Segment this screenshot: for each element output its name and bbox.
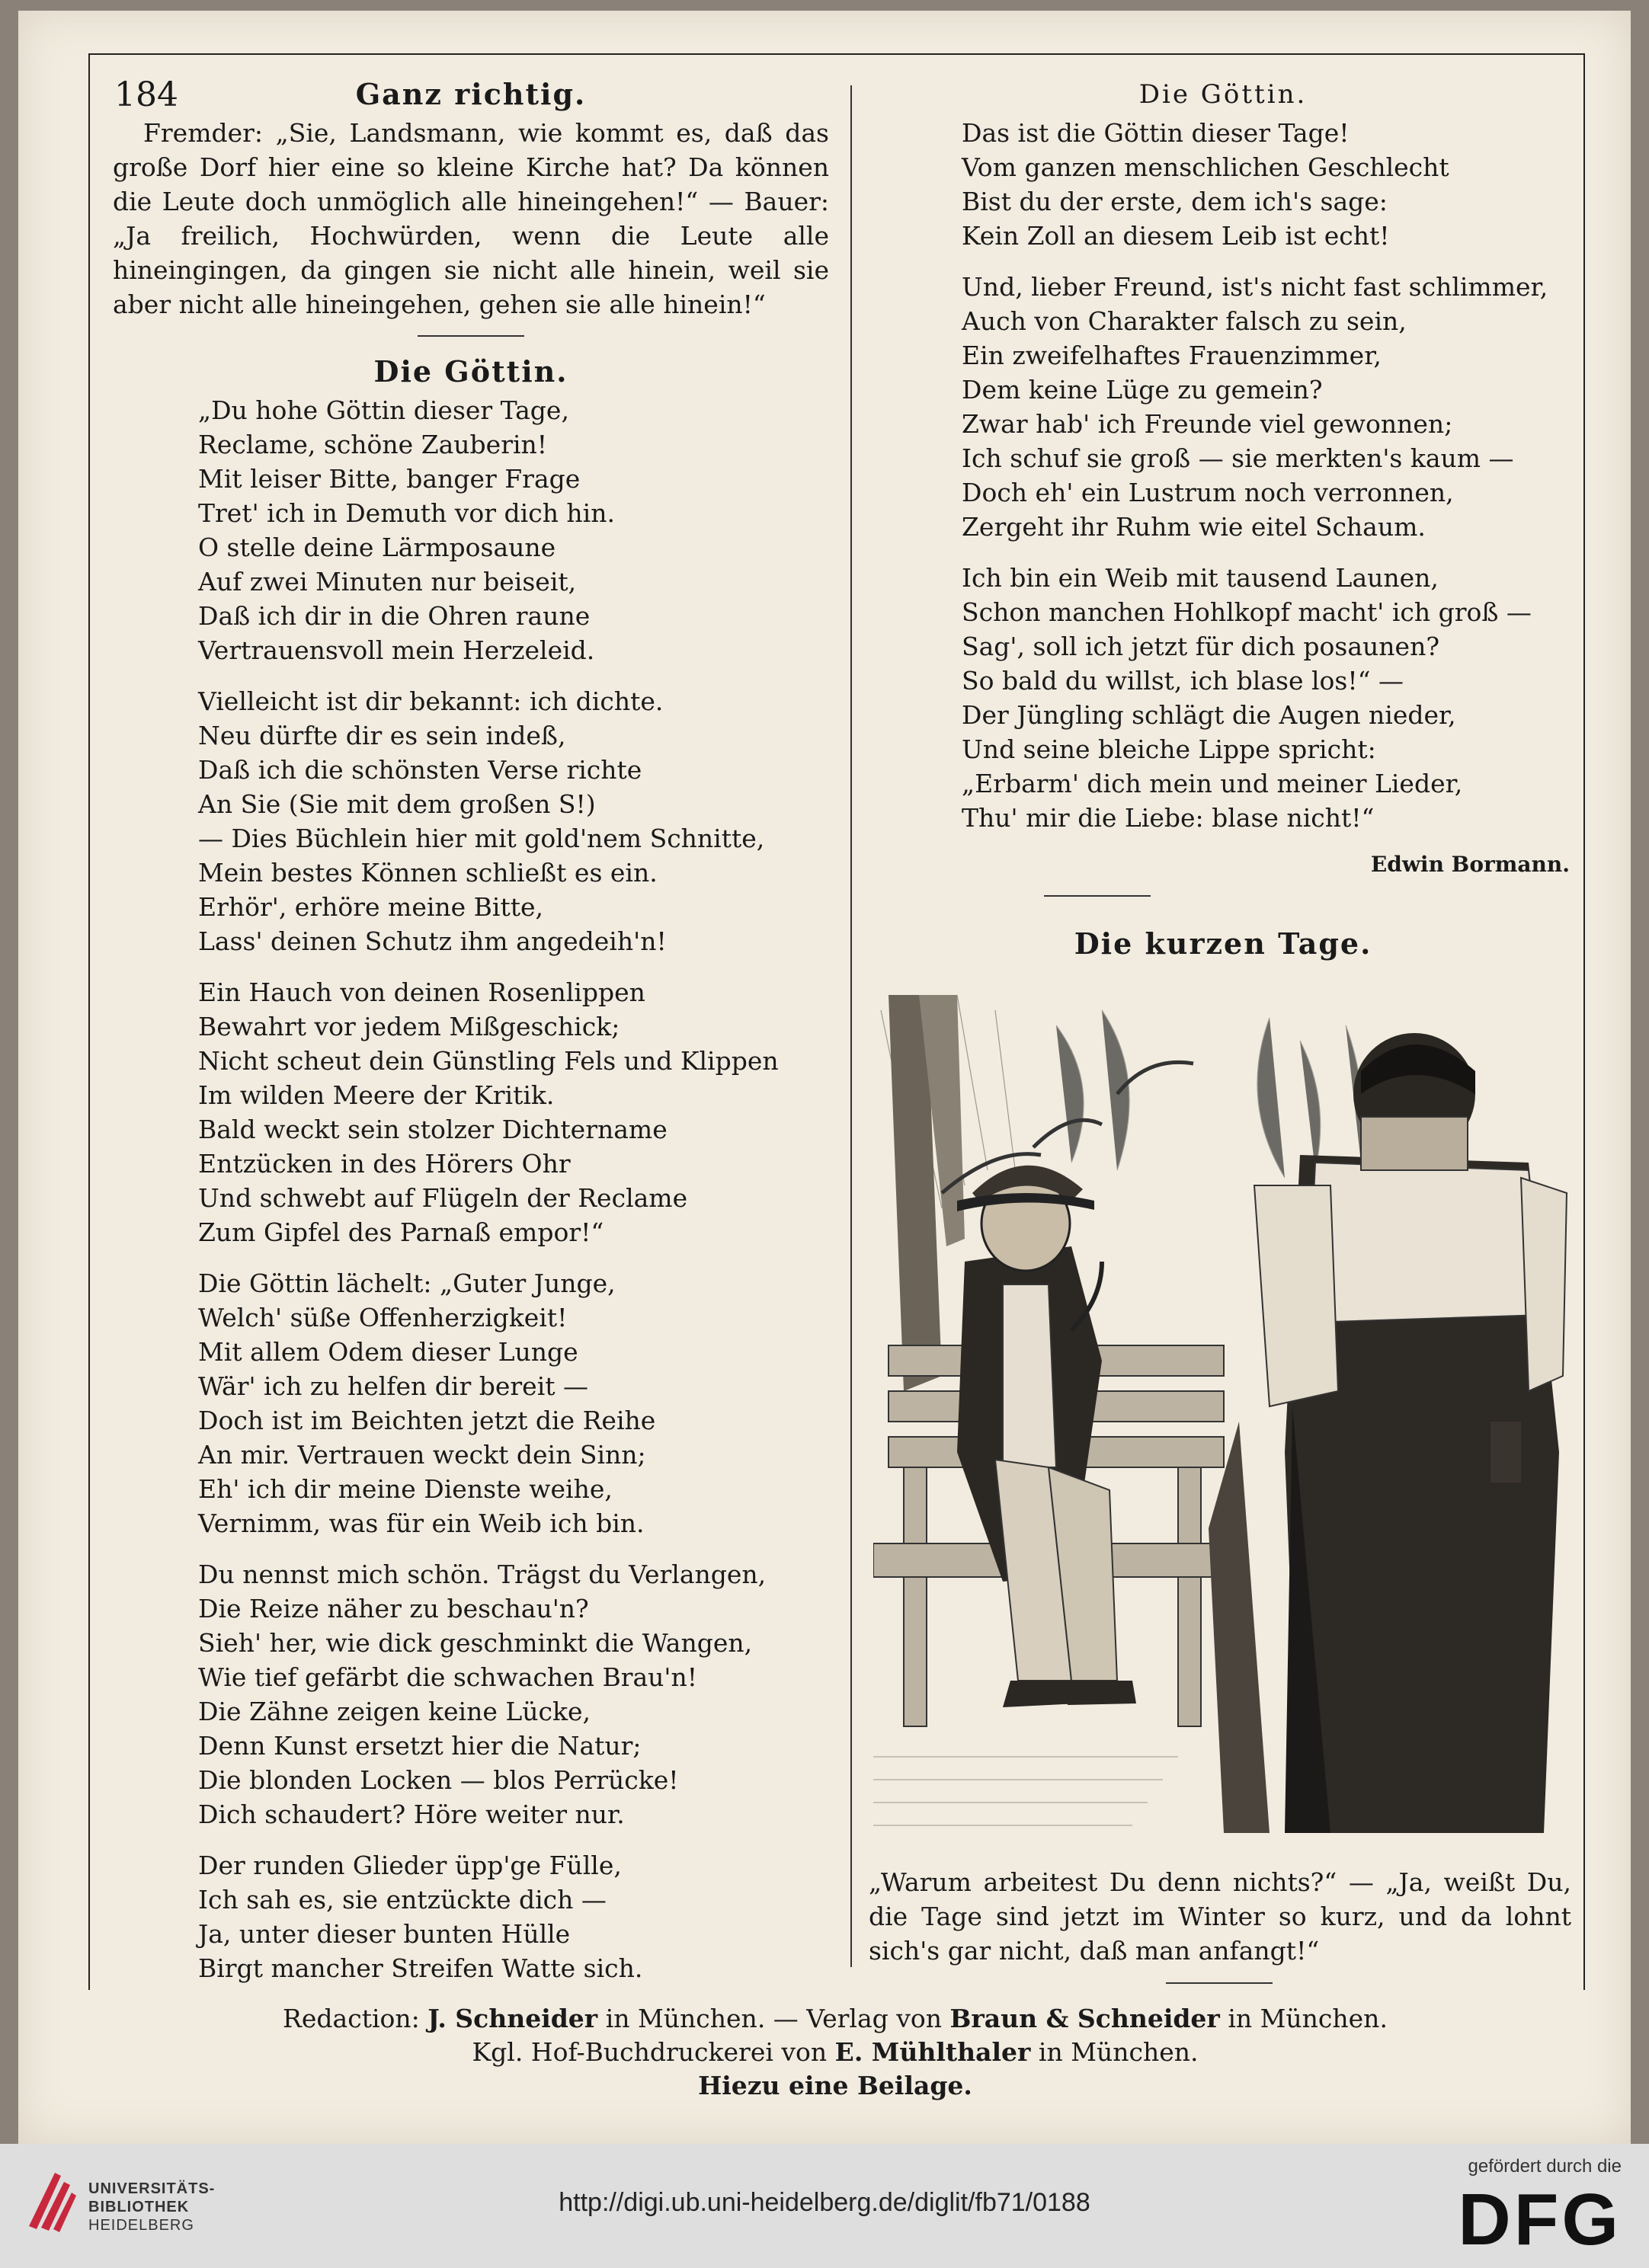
poem-line: Die Göttin lächelt: „Guter Junge, bbox=[198, 1268, 616, 1298]
poem-line: Erhör', erhöre meine Bitte, bbox=[198, 892, 544, 922]
poem-line: O stelle deine Lärmposaune bbox=[198, 533, 556, 562]
poem-line: Auch von Charakter falsch zu sein, bbox=[962, 306, 1407, 336]
title-ganz-richtig: Ganz richtig. bbox=[355, 77, 587, 111]
poem-line: Bald weckt sein stolzer Dichtername bbox=[198, 1115, 668, 1144]
permalink-url[interactable]: http://digi.ub.uni-heidelberg.de/diglit/fb71/0188 bbox=[559, 2188, 1090, 2217]
right-column bbox=[869, 73, 1577, 965]
poem-line: Denn Kunst ersetzt hier die Natur; bbox=[198, 1731, 642, 1761]
poem-stanza bbox=[113, 1848, 829, 1985]
poem-stanza bbox=[869, 561, 1577, 835]
digitization-bar bbox=[0, 2144, 1649, 2268]
poem-line: Dem keine Lüge zu gemein? bbox=[962, 375, 1323, 405]
poem-line: Kein Zoll an diesem Leib ist echt! bbox=[962, 221, 1390, 251]
poem-line: — Dies Büchlein hier mit gold'nem Schnitte, bbox=[198, 824, 765, 853]
anecdote-text: Fremder: „Sie, Landsmann, wie kommt es, daß das große Dorf hier eine so kleine Kirche hat? Da können die Leute doch unmöglich alle hineingehen!“ — Bauer: „Ja freilich, Hochwürden, wenn die Leute alle hineingingen, da gingen sie nicht alle hinein, weil sie aber nicht alle hineingehen, gehen sie alle hinein!“ bbox=[113, 118, 829, 319]
imprint-line-1: Redaction: J. Schneider in München. — Verlag von Braun & Schneider in München. bbox=[283, 2004, 1388, 2033]
poem-line: Bewahrt vor jedem Mißgeschick; bbox=[198, 1012, 620, 1041]
poem-line: Die Reize näher zu beschau'n? bbox=[198, 1594, 589, 1623]
section-rule bbox=[1166, 1982, 1273, 1984]
poem-line: Welch' süße Offenherzigkeit! bbox=[198, 1303, 568, 1332]
running-header: Die Göttin. bbox=[1138, 79, 1308, 110]
poem-line: Du nennst mich schön. Trägst du Verlangen, bbox=[198, 1559, 767, 1589]
poem-line: Entzücken in des Hörers Ohr bbox=[198, 1149, 571, 1179]
poem-line: „Du hohe Göttin dieser Tage, bbox=[198, 395, 569, 425]
poem-stanza bbox=[113, 975, 829, 1249]
poem-line: Mit leiser Bitte, banger Frage bbox=[198, 464, 581, 494]
poem-line: Zwar hab' ich Freunde viel gewonnen; bbox=[962, 409, 1453, 439]
poem-line: Sieh' her, wie dick geschminkt die Wangen, bbox=[198, 1628, 753, 1658]
poem-line: Und, lieber Freund, ist's nicht fast schlimmer, bbox=[962, 272, 1548, 302]
poem-line: Reclame, schöne Zauberin! bbox=[198, 430, 548, 459]
poem-line: Schon manchen Hohlkopf macht' ich groß — bbox=[962, 597, 1532, 627]
poem-line: Dich schaudert? Höre weiter nur. bbox=[198, 1799, 625, 1829]
poem-line: Lass' deinen Schutz ihm angedeih'n! bbox=[198, 926, 667, 956]
poem-line: Vielleicht ist dir bekannt: ich dichte. bbox=[198, 686, 664, 716]
poem-line: Das ist die Göttin dieser Tage! bbox=[962, 118, 1350, 148]
poem-line: Wie tief gefärbt die schwachen Brau'n! bbox=[198, 1662, 697, 1692]
poem-line: Daß ich dir in die Ohren raune bbox=[198, 601, 591, 631]
poem-line: Der runden Glieder üpp'ge Fülle, bbox=[198, 1851, 622, 1880]
poem-line: An mir. Vertrauen weckt dein Sinn; bbox=[198, 1440, 646, 1470]
dfg-logo[interactable]: DFG bbox=[1458, 2179, 1622, 2260]
column-divider bbox=[850, 85, 852, 1967]
poem-line: Ich schuf sie groß — sie merkten's kaum — bbox=[962, 443, 1514, 473]
poem-line: Birgt mancher Streifen Watte sich. bbox=[198, 1953, 643, 1983]
illustration-caption: „Warum arbeitest Du denn nichts?“ — „Ja, weißt Du, die Tage sind jetzt im Winter so kurz, und da lohnt sich's gar nicht, daß man anfangt!“ bbox=[869, 1867, 1571, 1966]
poem-line: Der Jüngling schlägt die Augen nieder, bbox=[962, 700, 1456, 730]
funded-by-label: gefördert durch die bbox=[1468, 2156, 1622, 2177]
section-rule bbox=[418, 335, 524, 337]
poem-stanza bbox=[113, 1266, 829, 1540]
poem-line: Ein Hauch von deinen Rosenlippen bbox=[198, 977, 645, 1007]
poem-line: Neu dürfte dir es sein indeß, bbox=[198, 721, 566, 750]
poem-line: Ja, unter dieser bunten Hülle bbox=[198, 1919, 571, 1949]
poem-line: Zum Gipfel des Parnaß empor!“ bbox=[198, 1217, 604, 1247]
poem-stanza bbox=[869, 270, 1577, 544]
poem-line: Doch ist im Beichten jetzt die Reihe bbox=[198, 1406, 656, 1435]
title-die-goettin: Die Göttin. bbox=[373, 354, 568, 389]
poem-stanza bbox=[113, 684, 829, 958]
poem-right bbox=[869, 116, 1577, 835]
poem-line: Die blonden Locken — blos Perrücke! bbox=[198, 1765, 679, 1795]
poem-author: Edwin Bormann. bbox=[1370, 852, 1570, 877]
poem-line: Und schwebt auf Flügeln der Reclame bbox=[198, 1183, 688, 1213]
poem-line: Bist du der erste, dem ich's sage: bbox=[962, 187, 1388, 216]
poem-stanza bbox=[113, 393, 829, 667]
poem-line: Auf zwei Minuten nur beiseit, bbox=[198, 567, 577, 597]
poem-line: Nicht scheut dein Günstling Fels und Klippen bbox=[198, 1046, 779, 1076]
poem-line: Vernimm, was für ein Weib ich bin. bbox=[198, 1508, 645, 1538]
poem-line: Ich sah es, sie entzückte dich — bbox=[198, 1885, 607, 1915]
title-die-kurzen-tage: Die kurzen Tage. bbox=[1074, 926, 1372, 961]
poem-line: Tret' ich in Demuth vor dich hin. bbox=[198, 498, 615, 528]
poem-line: Thu' mir die Liebe: blase nicht!“ bbox=[962, 803, 1375, 833]
poem-line: Mein bestes Können schließt es ein. bbox=[198, 858, 658, 888]
poem-line: Und seine bleiche Lippe spricht: bbox=[962, 734, 1376, 764]
poem-line: Mit allem Odem dieser Lunge bbox=[198, 1337, 578, 1367]
poem-line: Daß ich die schönsten Verse richte bbox=[198, 755, 642, 785]
poem-stanza bbox=[113, 1557, 829, 1831]
imprint-line-2: Kgl. Hof-Buchdruckerei von E. Mühlthaler in München. bbox=[472, 2037, 1199, 2067]
ub-heidelberg-logo[interactable]: UNIVERSITÄTS- BIBLIOTHEK HEIDELBERG bbox=[24, 2159, 230, 2243]
poem-line: „Erbarm' dich mein und meiner Lieder, bbox=[962, 769, 1463, 798]
left-column bbox=[113, 73, 829, 2002]
poem-line: Die Zähne zeigen keine Lücke, bbox=[198, 1697, 591, 1726]
poem-line: Ich bin ein Weib mit tausend Launen, bbox=[962, 563, 1439, 593]
poem-stanza bbox=[869, 116, 1577, 253]
poem-line: Ein zweifelhaftes Frauenzimmer, bbox=[962, 341, 1382, 370]
poem-line: An Sie (Sie mit dem großen S!) bbox=[198, 789, 596, 819]
section-rule bbox=[1044, 895, 1151, 897]
poem-line: Doch eh' ein Lustrum noch verronnen, bbox=[962, 478, 1454, 507]
poem-line: Vom ganzen menschlichen Geschlecht bbox=[962, 152, 1449, 182]
imprint bbox=[88, 2002, 1582, 2103]
poem-line: Vertrauensvoll mein Herzeleid. bbox=[198, 635, 595, 665]
poem-line: Zergeht ihr Ruhm wie eitel Schaum. bbox=[962, 512, 1426, 542]
poem-line: So bald du willst, ich blase los!“ — bbox=[962, 666, 1404, 696]
poem-line: Im wilden Meere der Kritik. bbox=[198, 1080, 555, 1110]
page-number: 184 bbox=[114, 75, 178, 114]
woodcut-illustration bbox=[873, 995, 1571, 1842]
poem-line: Eh' ich dir meine Dienste weihe, bbox=[198, 1474, 613, 1504]
imprint-line-3: Hiezu eine Beilage. bbox=[698, 2071, 972, 2100]
poem-left bbox=[113, 393, 829, 1985]
poem-line: Sag', soll ich jetzt für dich posaunen? bbox=[962, 632, 1440, 661]
poem-line: Wär' ich zu helfen dir bereit — bbox=[198, 1371, 588, 1401]
